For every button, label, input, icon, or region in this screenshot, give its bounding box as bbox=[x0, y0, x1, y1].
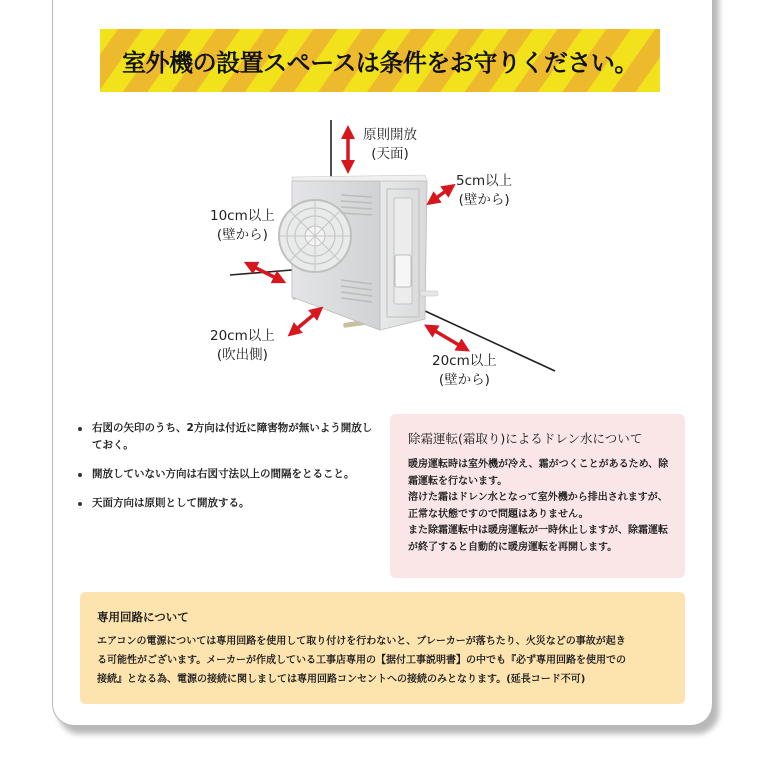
defrost-drain-info-box bbox=[390, 414, 685, 578]
defrost-box-title: 除霜運転(霜取り)によるドレン水について bbox=[408, 431, 643, 446]
label-front-clearance: 20cm以上 (吹出側) bbox=[210, 328, 275, 363]
label-right-side-clearance: 20cm以上 (壁から) bbox=[432, 353, 497, 388]
defrost-box-body: 暖房運転時は室外機が冷え、霜がつくことがあるため、除霜運転を行ないます。 溶けた霜はドレン水となって室外機から排出されますが、正常な状態ですので問題はありません。 また除霜運転中は暖房運転が一時休止しますが、除霜運転が終了すると自動的に暖房運転を再開します。 bbox=[408, 459, 669, 553]
circuit-box-title: 専用回路について bbox=[97, 610, 189, 624]
installation-space-diagram bbox=[200, 115, 560, 395]
circuit-box-body: エアコンの電源については専用回路を使用して取り付けを行わないと、ブレーカーが落ちたり、火災などの事故が起き る可能性がございます。メーカーが作成している工事店専用の【据付工事説明書】の中でも『必ず専用回路を使用での 接続』となる為、電源の接続に関しましては専用回路コンセントへの接続のみとなります。(延長コード不可) bbox=[97, 636, 626, 685]
list-item: 天面方向は原則として開放する。 bbox=[76, 495, 376, 512]
label-top-clearance: 原則開放 (天面) bbox=[363, 127, 417, 162]
warning-banner bbox=[100, 29, 660, 92]
label-back-right-clearance: 5cm以上 (壁から) bbox=[456, 173, 513, 208]
dedicated-circuit-info-box bbox=[80, 592, 685, 704]
installation-notes-list bbox=[76, 420, 376, 524]
label-back-left-clearance: 10cm以上 (壁から) bbox=[210, 208, 275, 243]
list-item: 開放していない方向は右図寸法以上の間隔をとること。 bbox=[76, 466, 376, 483]
banner-title: 室外機の設置スペースは条件をお守りください。 bbox=[122, 49, 638, 77]
list-item: 右図の矢印のうち、2方向は付近に障害物が無いよう開放しておく。 bbox=[76, 420, 376, 454]
